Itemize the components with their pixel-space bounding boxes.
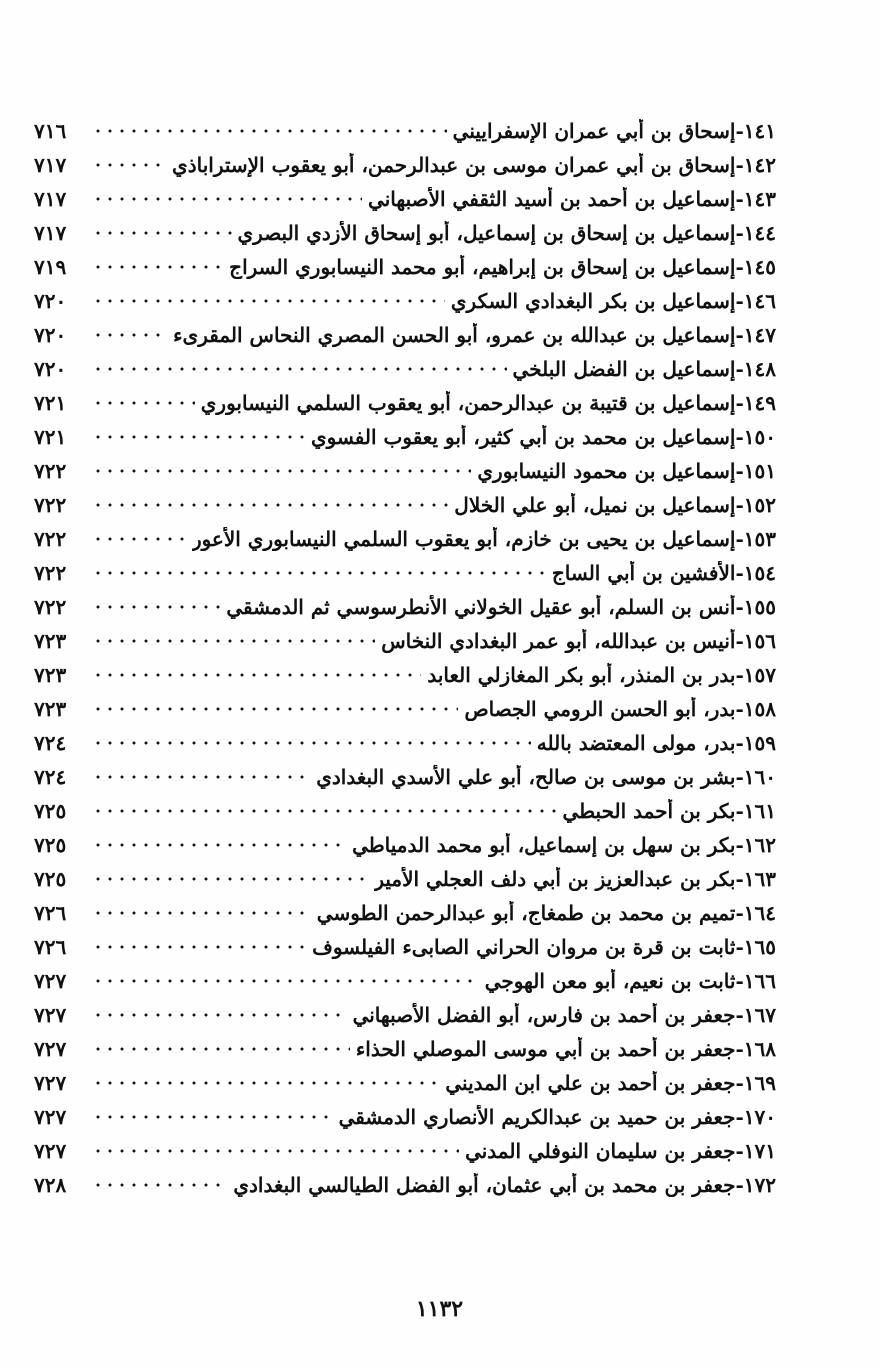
toc-entry [34,794,776,828]
toc-entry-title: إسماعيل بن يحيى بن خازم، أبو يعقوب السلمي النيسابوري الأعور [191,527,736,551]
toc-entry-title: أنس بن السلم، أبو عقيل الخولاني الأنطرسوسي ثم الدمشقي [226,595,736,619]
toc-entry [34,148,776,182]
toc-entry-page: ٧٢١ [34,391,67,415]
toc-entry-title: تميم بن محمد بن طمغاج، أبو عبدالرحمن الطوسي [316,901,736,925]
toc-entry-number: ١٦٣- [735,867,776,891]
toc-entry [34,828,776,862]
toc-entry-leader-dots [92,971,479,991]
toc-entry-number: ١٤٩- [735,391,776,415]
toc-entry-number: ١٦٩- [735,1071,776,1095]
toc-entry-page: ٧٢٥ [34,867,67,891]
toc-entry-title: ثابت بن قرة بن مروان الحراني الصابىء الفيلسوف [312,935,736,959]
toc-entry [34,216,776,250]
toc-entry-title: إسماعيل بن عبدالله بن عمرو، أبو الحسن المصري النحاس المقرىء [173,323,736,347]
toc-entry-title: إسماعيل بن محمد بن أبي كثير، أبو يعقوب الفسوي [310,425,736,449]
toc-entry-number: ١٥٩- [735,731,776,755]
toc-entry-page: ٧١٧ [34,221,67,245]
toc-entry-title: إسماعيل بن قتيبة بن عبدالرحمن، أبو يعقوب السلمي النيسابوري [200,391,736,415]
toc-entry [34,896,776,930]
toc-entry-leader-dots [92,461,471,481]
toc-entry-title: بدر، أبو الحسن الرومي الجصاص [464,697,736,721]
toc-entry [34,522,776,556]
toc-entry-leader-dots [92,189,362,209]
toc-entry-leader-dots [92,223,232,243]
toc-entry-page: ٧٢٥ [34,799,67,823]
toc-entry-leader-dots [92,121,447,141]
toc-entry-leader-dots [92,563,546,583]
toc-entry-number: ١٧١- [735,1139,776,1163]
toc-entry-page: ٧٢٢ [34,595,67,619]
toc-entry-title: إسماعيل بن محمود النيسابوري [477,459,736,483]
toc-entry-number: ١٥٣- [735,527,776,551]
toc-entry-number: ١٥٧- [735,663,776,687]
toc-entry-page: ٧١٦ [34,119,67,143]
toc-entry-leader-dots [92,835,346,855]
toc-entry-leader-dots [92,597,220,617]
toc-entry-title: جعفر بن أحمد بن فارس، أبو الفضل الأصبهاني [352,1003,736,1027]
toc-entry-page: ٧١٧ [34,187,67,211]
toc-entry [34,420,776,454]
toc-entry [34,454,776,488]
toc-entry-title: ثابت بن نعيم، أبو معن الهوجي [484,969,736,993]
toc-entry-leader-dots [92,1039,350,1059]
toc-entry-number: ١٦٠- [735,765,776,789]
toc-entry-leader-dots [92,1141,459,1161]
toc-entry [34,488,776,522]
toc-entry-number: ١٥٥- [735,595,776,619]
toc-entry [34,1066,776,1100]
toc-entry-title: إسماعيل بن الفضل البلخي [512,357,736,381]
toc-entry-page: ٧٢٠ [34,323,67,347]
toc-entry [34,998,776,1032]
toc-entry-title: بدر، مولى المعتضد بالله [536,731,736,755]
toc-entry [34,182,776,216]
toc-entry [34,1032,776,1066]
toc-entry-leader-dots [92,699,458,719]
toc-entry [34,1134,776,1168]
toc-entry-number: ١٤٨- [735,357,776,381]
toc-entry-page: ٧٢٤ [34,731,67,755]
toc-entry-page: ٧٢٢ [34,561,67,585]
toc-entry-page: ٧٢٧ [34,1139,67,1163]
toc-entry-page: ٧٢٢ [34,527,67,551]
toc-entry-title: بكر بن سهل بن إسماعيل، أبو محمد الدمياطي [352,833,736,857]
toc-entry-title: إسماعيل بن إسحاق بن إسماعيل، أبو إسحاق الأزدي البصري [237,221,736,245]
toc-entry-page: ٧٢٦ [34,901,67,925]
toc-entry-title: أنيس بن عبدالله، أبو عمر البغدادي النخاس [381,629,736,653]
toc-entry [34,1168,776,1202]
toc-entry-leader-dots [92,393,195,413]
page-number: ١١٣٢ [415,1296,464,1322]
toc-entry-leader-dots [92,937,306,957]
toc-entry-leader-dots [92,801,556,821]
toc-entry-leader-dots [92,903,311,923]
toc-entry [34,250,776,284]
toc-entry-title: بكر بن عبدالعزيز بن أبي دلف العجلي الأمير [374,867,736,891]
toc-entry-page: ٧٢٣ [34,663,67,687]
toc-entry-page: ٧٢٢ [34,459,67,483]
toc-entry-page: ٧٢٧ [34,1037,67,1061]
toc-entry-number: ١٤٦- [735,289,776,313]
toc-entry-leader-dots [92,631,375,651]
toc-entry-leader-dots [92,291,445,311]
toc-entry-page: ٧٢٧ [34,1003,67,1027]
toc-entry-number: ١٥١- [735,459,776,483]
toc-entry-page: ٧٢٧ [34,969,67,993]
toc-entry-leader-dots [92,427,305,447]
toc-entry-leader-dots [92,495,448,515]
toc-entry-title: إسحاق بن أبي عمران الإسفراييني [452,119,736,143]
toc-entry-leader-dots [92,1175,227,1195]
toc-entry-page: ٧١٧ [34,153,67,177]
toc-entry-page: ٧٢٧ [34,1105,67,1129]
toc-entry-title: بدر بن المنذر، أبو بكر المغازلي العابد [427,663,736,687]
toc-entry-title: إسحاق بن أبي عمران موسى بن عبدالرحمن، أبو يعقوب الإستراباذي [172,153,736,177]
toc-entry-leader-dots [92,257,223,277]
toc-entry [34,692,776,726]
toc-entry-number: ١٥٤- [735,561,776,585]
toc-entry-page: ٧٢٦ [34,935,67,959]
toc-entry-page: ٧٢٢ [34,493,67,517]
toc-entry [34,930,776,964]
table-of-contents [34,114,776,1202]
toc-entry-page: ٧١٩ [34,255,67,279]
toc-entry-title: جعفر بن حميد بن عبدالكريم الأنصاري الدمشقي [338,1105,736,1129]
toc-entry [34,1100,776,1134]
toc-entry-number: ١٤٧- [735,323,776,347]
toc-entry-number: ١٥٨- [735,697,776,721]
toc-entry-number: ١٦٤- [735,901,776,925]
toc-entry-leader-dots [92,155,166,175]
toc-entry-number: ١٤٤- [735,221,776,245]
toc-entry-page: ٧٢٥ [34,833,67,857]
toc-entry-number: ١٤٥- [735,255,776,279]
toc-entry [34,658,776,692]
toc-entry-leader-dots [92,1073,439,1093]
toc-entry-number: ١٤٣- [735,187,776,211]
toc-entry-title: بكر بن أحمد الحبطي [562,799,736,823]
toc-entry-leader-dots [92,733,531,753]
toc-entry-number: ١٦٦- [735,969,776,993]
toc-entry-number: ١٧٠- [735,1105,776,1129]
toc-entry [34,556,776,590]
toc-entry [34,318,776,352]
toc-entry-page: ٧٢٨ [34,1173,67,1197]
toc-entry-number: ١٦٨- [735,1037,776,1061]
toc-entry [34,284,776,318]
toc-entry [34,352,776,386]
toc-entry-title: جعفر بن أحمد بن علي ابن المديني [445,1071,736,1095]
toc-entry-title: إسماعيل بن إسحاق بن إبراهيم، أبو محمد النيسابوري السراج [229,255,736,279]
toc-entry-title: جعفر بن محمد بن أبي عثمان، أبو الفضل الطيالسي البغدادي [233,1173,736,1197]
toc-entry-number: ١٧٢- [735,1173,776,1197]
toc-entry-leader-dots [92,869,368,889]
toc-entry-page: ٧٢٣ [34,629,67,653]
toc-entry-page: ٧٢٤ [34,765,67,789]
toc-entry [34,114,776,148]
toc-entry-number: ١٦٧- [735,1003,776,1027]
toc-entry-leader-dots [92,529,186,549]
toc-entry-page: ٧٢٧ [34,1071,67,1095]
toc-entry-page: ٧٢٠ [34,357,67,381]
toc-entry-leader-dots [92,665,421,685]
toc-entry-title: جعفر بن سليمان النوفلي المدني [465,1139,736,1163]
toc-entry-leader-dots [92,1107,333,1127]
toc-entry-number: ١٥٢- [735,493,776,517]
toc-entry-number: ١٦١- [735,799,776,823]
toc-entry-title: إسماعيل بن بكر البغدادي السكري [450,289,736,313]
toc-entry-number: ١٤٢- [735,153,776,177]
toc-entry [34,862,776,896]
toc-entry-page: ٧٢١ [34,425,67,449]
toc-entry-leader-dots [92,359,507,379]
toc-entry-number: ١٥٦- [735,629,776,653]
toc-entry-page: ٧٢٠ [34,289,67,313]
toc-entry-page: ٧٢٣ [34,697,67,721]
toc-entry-leader-dots [92,767,310,787]
toc-entry-number: ١٦٥- [735,935,776,959]
toc-entry [34,964,776,998]
toc-entry [34,624,776,658]
toc-entry [34,726,776,760]
toc-entry-title: إسماعيل بن نميل، أبو علي الخلال [454,493,736,517]
toc-entry [34,386,776,420]
toc-entry-leader-dots [92,1005,347,1025]
toc-entry [34,760,776,794]
toc-entry-number: ١٤١- [735,119,776,143]
toc-entry-number: ١٦٢- [735,833,776,857]
toc-entry-title: الأفشين بن أبي الساج [551,561,736,585]
toc-entry [34,590,776,624]
toc-entry-title: بشر بن موسى بن صالح، أبو علي الأسدي البغدادي [316,765,736,789]
toc-entry-title: جعفر بن أحمد بن أبي موسى الموصلي الحذاء [355,1037,736,1061]
toc-entry-number: ١٥٠- [735,425,776,449]
toc-entry-leader-dots [92,325,167,345]
toc-entry-title: إسماعيل بن أحمد بن أسيد الثقفي الأصبهاني [368,187,736,211]
